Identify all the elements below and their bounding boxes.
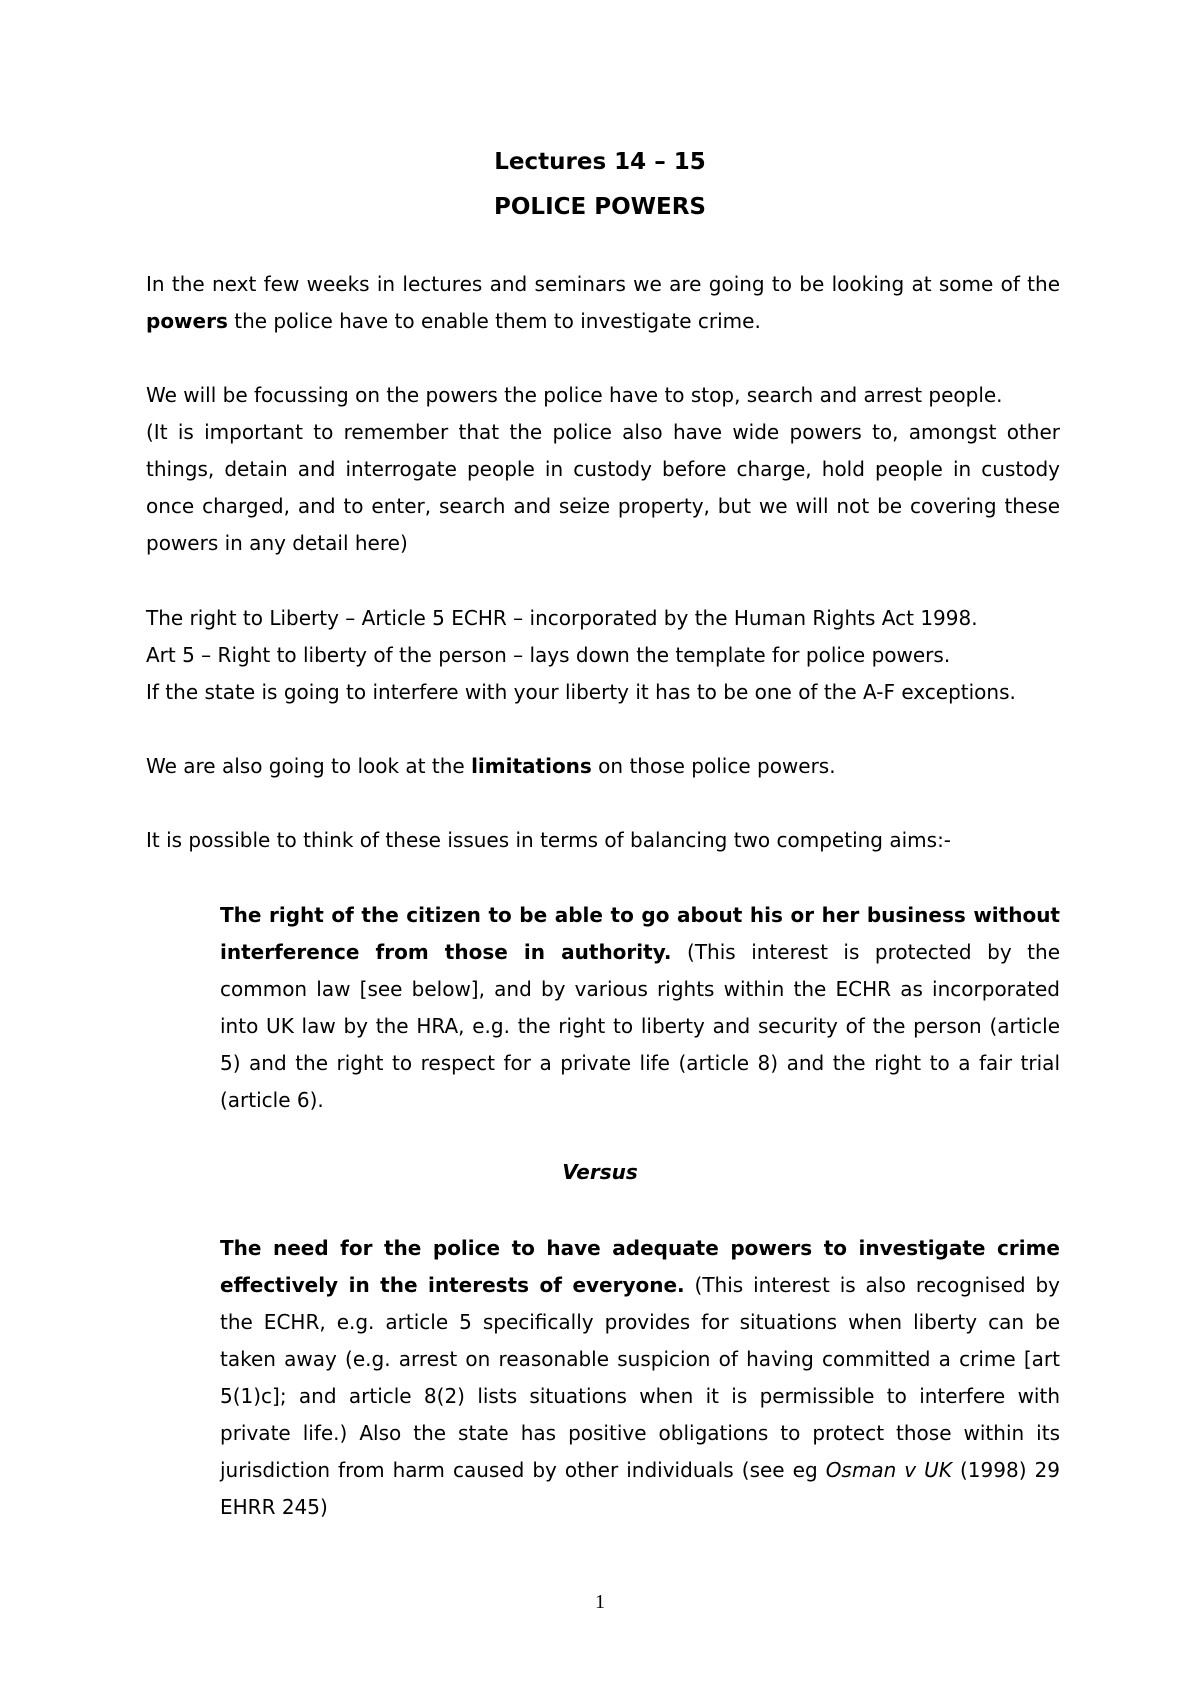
limitations-emphasis: limitations (471, 754, 592, 778)
liberty-paragraph (146, 600, 1060, 711)
aim-police-text-a: (This interest is also recognised by the ECHR, e.g. article 5 specifically provides for situations when liberty can be taken away (e.g. arrest on reasonable suspicion of having committed a crime [art 5(1)c]; and article 8(2) lists situations when it is permissible to interfere with private life.) Also the state has positive obligations to protect those within its jurisdiction from harm caused by other individuals (see eg (220, 1273, 1060, 1482)
aim-citizen-rights (220, 897, 1060, 1119)
liberty-line-1: The right to Liberty – Article 5 ECHR – incorporated by the Human Rights Act 1998. (146, 606, 978, 630)
focus-line: We will be focussing on the powers the police have to stop, search and arrest people. (146, 383, 1003, 407)
intro-paragraph (146, 266, 1060, 340)
page-number: 1 (595, 1591, 605, 1613)
liberty-line-3: If the state is going to interfere with your liberty it has to be one of the A-F exceptions. (146, 680, 1016, 704)
liberty-line-2: Art 5 – Right to liberty of the person – lays down the template for police powers. (146, 643, 951, 667)
competing-aims-intro: It is possible to think of these issues in terms of balancing two competing aims:- (146, 828, 952, 852)
limitations-paragraph (146, 748, 1060, 785)
aim-police-powers (220, 1230, 1060, 1526)
limitations-text-b: on those police powers. (591, 754, 836, 778)
versus-divider: Versus (562, 1160, 638, 1184)
powers-emphasis: powers (146, 309, 228, 333)
focus-note: (It is important to remember that the police also have wide powers to, amongst other things, detain and interrogate people in custody before charge, hold people in custody once charged, and to enter, search and seize property, but we will not be covering these powers in any detail here) (146, 420, 1060, 555)
topic-heading: POLICE POWERS (494, 194, 706, 220)
limitations-text-a: We are also going to look at the (146, 754, 472, 778)
aim-police-text-b: (1998) 29 EHRR 245) (220, 1458, 1060, 1519)
focus-paragraph (146, 377, 1060, 562)
lecture-title: Lectures 14 – 15 (494, 149, 706, 175)
aim-citizen-text: (This interest is protected by the common law [see below], and by various rights within the ECHR as incorporated into UK law by the HRA, e.g. the right to liberty and security of the person (article 5) and the right to respect for a private life (article 8) and the right to a fair trial (article 6). (220, 940, 1060, 1112)
intro-text-a: In the next few weeks in lectures and seminars we are going to be looking at some of the (146, 272, 1060, 296)
aim-police-heading: The need for the police to have adequate powers to investigate crime effectively in the interests of everyone. (220, 1236, 1060, 1297)
intro-text-b: the police have to enable them to investigate crime. (227, 309, 761, 333)
aim-citizen-heading: The right of the citizen to be able to go about his or her business without interference from those in authority. (220, 903, 1060, 964)
case-citation: Osman v UK (825, 1458, 952, 1482)
